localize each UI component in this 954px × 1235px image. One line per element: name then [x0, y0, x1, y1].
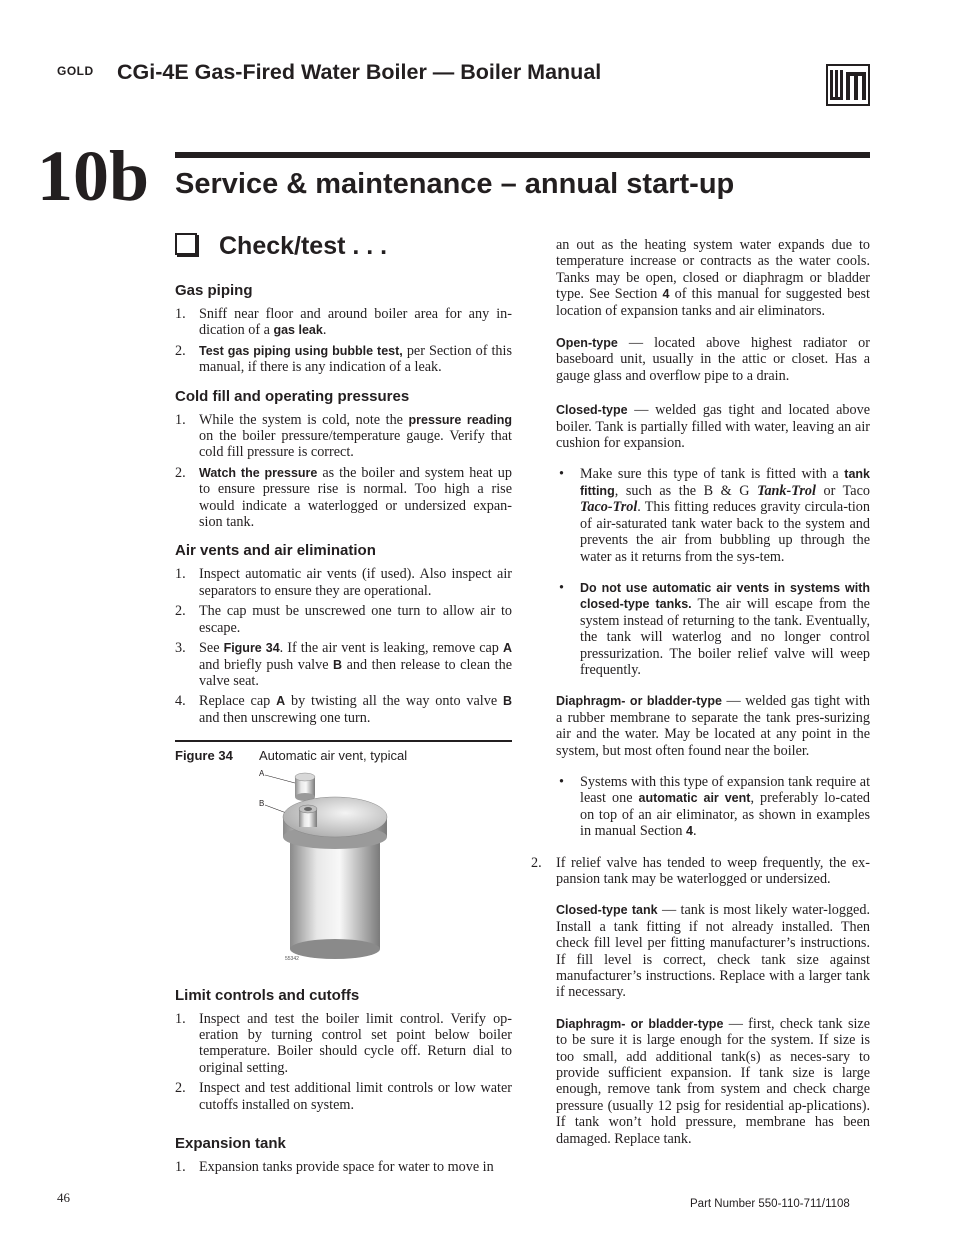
list-item: 2. Watch the pressure as the boiler and system heat up to ensure pressure rise is normal. Too high a rise would indicate a waterlogged or undersized expan-sion tank. [175, 464, 512, 531]
list-item: 1. Expansion tanks provide space for water to move in [175, 1158, 494, 1175]
figure-label: Figure 34 [175, 748, 233, 764]
paragraph-closed-type: Closed-type — welded gas tight and located above boiler. Tank is partially filled with water, leaving an air cushion for expansion. [556, 402, 870, 452]
brand-label: GOLD [57, 64, 94, 78]
check-heading-text: Check/test . . . [219, 232, 388, 260]
figure-rule [175, 740, 512, 742]
heading-air-vents: Air vents and air elimination [175, 542, 376, 560]
checkbox-icon [175, 233, 197, 255]
section-number: 10b [37, 136, 150, 216]
callout-a: A [259, 768, 265, 778]
running-header [57, 60, 817, 90]
page-number: 46 [57, 1190, 70, 1205]
list-item: 1. Sniff near floor and around boiler area for any in-dication of a gas leak. [175, 306, 512, 339]
heading-expansion-tank: Expansion tank [175, 1134, 286, 1152]
list-item: 1. Inspect and test the boiler limit control. Verify op-eration by turning control set point below boiler temperature. Boiler should cycle off. Return dial to original setting. [175, 1010, 512, 1076]
list-item: 2. If relief valve has tended to weep frequently, the ex-pansion tank may be waterlogged or undersized. [531, 854, 870, 887]
heading-limit-controls: Limit controls and cutoffs [175, 986, 360, 1004]
bullet-item: • Make sure this type of tank is fitted with a tank fitting, such as the B & G Tank-Trol or Taco Taco-Trol. This fitting reduces gravity circula-tion of air-saturated tank water back to the system and prevents the air from bubbling up through the water as it returns from the sys-tem. [559, 466, 870, 565]
bullet-item: • Do not use automatic air vents in systems with closed-type tanks. The air will escape from the system instead of returning to the tank. Eventually, the tank will waterlog and no longer control pressurization. The boiler relief valve will weep frequently. [559, 579, 870, 678]
callout-b: B [259, 798, 265, 808]
figure-caption [175, 748, 512, 764]
left-column [175, 282, 512, 1179]
vent-top-shape [283, 797, 387, 837]
list-item: 3. See Figure 34. If the air vent is leaking, remove cap A and briefly push valve B and then release to clean the valve seat. [175, 640, 512, 689]
weil-mclain-logo-icon [826, 64, 870, 106]
paragraph-closed-type-tank: Closed-type tank — tank is most likely water-logged. Install a tank fitting if not already installed. Then check fill level per fitting manufacturer’s instructions. If fill level is correct, check tank size against manufacturer’s instructions. Replace with a larger tank if necessary. [556, 902, 870, 1001]
paragraph-diaphragm-type-2: Diaphragm- or bladder-type — first, check tank size to be sure it is large enough for the system. If size is too small, add additional tank(s) as neces-sary to provide sufficient expansion. If tank size is large enough, remove tank from system and check charge pressure (usually 12 psig for residential ap-plications). If tank won’t hold pressure, membrane has been damaged. Replace tank. [556, 1015, 870, 1147]
air-vent-figure [255, 769, 395, 969]
right-column [531, 237, 870, 1147]
list-item: 2. Test gas piping using bubble test, per Section of this manual, if there is any indication of a leak. [175, 342, 512, 376]
list-item: 2. The cap must be unscrewed one turn to allow air to escape. [175, 603, 512, 636]
list-item: 2. Inspect and test additional limit controls or low water cutoffs installed on system. [175, 1080, 512, 1113]
check-heading [175, 232, 387, 261]
paragraph-diaphragm-type: Diaphragm- or bladder-type — welded gas tight with a rubber membrane to separate the tank pres-surizing air and the water. May be located at any point in the system, but most often found near the boiler. [556, 693, 870, 759]
paragraph: an out as the heating system water expands due to temperature increase or contracts as the water cools. Tanks may be open, closed or diaphragm or bladder type. See Section 4 of this manual for suggested best location of expansion tanks and air eliminators. [556, 237, 870, 319]
list-item: 1. Inspect automatic air vents (if used). Also inspect air separators to ensure they are operational. [175, 566, 512, 599]
list-item: 4. Replace cap A by twisting all the way onto valve B and then unscrewing one turn. [175, 693, 512, 726]
list-item: 1. While the system is cold, note the pressure reading on the boiler pressure/temperature gauge. Verify that cold fill pressure is correct. [175, 411, 512, 461]
figure-caption-text: Automatic air vent, typical [259, 748, 408, 764]
section-title: Service & maintenance – annual start-up [175, 168, 735, 200]
paragraph-open-type: Open-type — located above highest radiator or baseboard unit, usually in the attic or closet. Has a gauge glass and overflow pipe to a drain. [556, 335, 870, 384]
bullet-item: • Systems with this type of expansion tank require at least one automatic air vent, preferably lo-cated on top of an air eliminator, as shown in examples in manual Section 4. [559, 773, 871, 840]
figure-code: 55342 [285, 955, 299, 962]
heading-cold-fill: Cold fill and operating pressures [175, 387, 410, 405]
part-number: Part Number 550-110-711/1108 [690, 1198, 850, 1210]
manual-title: CGi-4E Gas-Fired Water Boiler — Boiler Manual [117, 60, 602, 84]
heading-gas-piping: Gas piping [175, 282, 253, 299]
section-rule [175, 152, 870, 158]
